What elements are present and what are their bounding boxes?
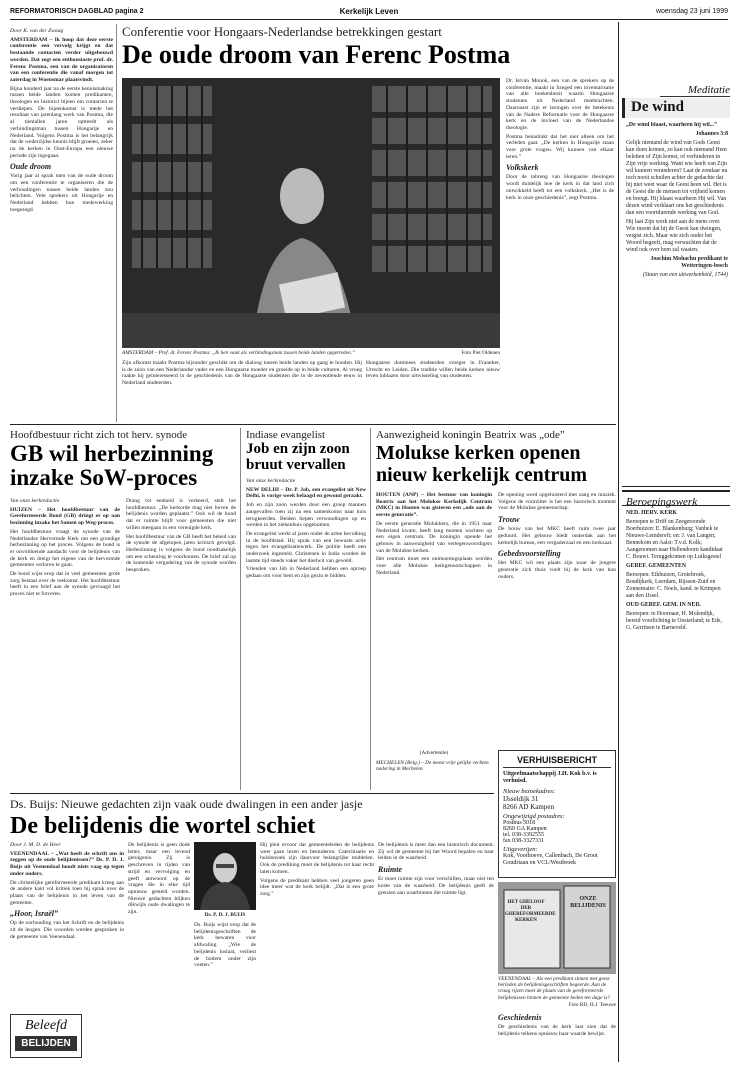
wortel-body-col3 [194, 922, 256, 1042]
ad-postbox: Postbus 5018 [503, 820, 536, 826]
molukse-lead: HOUTEN (ANP) – Het bestuur van koningin Beatrix aan het Molukse Kerkelijk Centrum (MKC) in Houten was gisteren een „ode aan de eerste generatie”. [376, 492, 492, 519]
ad-label-visit: Nieuw bezoekadres: [503, 788, 556, 795]
ad-label-post: Ongewijzigd postadres: [503, 813, 565, 820]
sow-body-col1 [10, 498, 120, 790]
wortel-body-col6 [498, 1010, 616, 1062]
molukse-subhead: Trouw [498, 515, 520, 525]
verhuisbericht-ad [498, 750, 616, 878]
wortel-filler-6: Volgens de predikant hebben veel jongeren geen idee meer wat de kerk belijdt. „Dat is een grote zorg.” [260, 877, 374, 897]
ad-label: (Advertentie) [419, 750, 449, 756]
wortel-filler-8: Er moet ruimte zijn voor verschillen, maar niet ten koste van de waarheid. De belijdenis geeft de grenzen aan waarbinnen die ruimte ligt. [378, 876, 494, 896]
logo-line-2: BELIJDEN [15, 1036, 77, 1051]
molukse-filler: De eerste generatie Molukkers, die in 1951 naar Nederland kwam, heeft lang moeten wachten op een eigen centrum. De koningin opende het gebouw in aanwezigheid van vertegenwoordigers van de Molukse kerken. [376, 520, 492, 554]
evangelist-kicker: Indiase evangelist [246, 429, 326, 441]
postma-kicker: Conferentie voor Hongaars-Nederlandse betrekkingen gestart [122, 24, 442, 39]
ad-company: Uitgeefmaatschappij J.H. Kok b.v. is verhuisd. [503, 771, 597, 784]
postma-filler-5: Dr. István Monok, een van de sprekers op de conferentie, maakt in Szeged een inventarisatie van alle boekenbezit waarin Hongaarse studenten uit Nederland meebrachten. Daarnaast zijn er lezingen over de betekenis van de Nadere Reformatie voor de Hongaarse kerk en de invloed van de Nederlandse theologie. [506, 78, 614, 131]
sow-filler: Het hoofdbestuur vraagt de synode van de Nederlandse Hervormde Kerk om een grondige herbezinning op het proces. Volgens de bond is er onvoldoende aandacht voor de belijdenis van de kerk en dreigt het eigene van de hervormde gemeenten verloren te gaan. [10, 528, 120, 569]
ad-publishers: Kok, Voorhoeve, Callenbach, De Groot Goudriaan en VCL/Westbroek [503, 853, 598, 866]
wortel-filler-4: Ds. Buijs wijst erop dat de belijdenisgeschriften de kerk bewaren voor afdwaling. „Wie de belijdenis loslaat, verliest de bodem onder zijn voeten.” [194, 922, 256, 969]
wortel-kicker: Ds. Buijs: Nieuwe gedachten zijn vaak oude dwalingen in een ander jasje [10, 797, 363, 811]
beroepingswerk-title: Beroepingswerk [626, 496, 698, 508]
meditatie-title-bar [622, 98, 730, 118]
divider [10, 424, 616, 425]
meditatie-text: Gelijk niemand de wind van Gods Geest kan doen komen, zo kan ook niemand Hem beletten of Zijn komst, of verhinderen in Zijn vrije werking. Want wie heeft van Zijn wil kunnen veranderen? Laat de zondaar nu toch nooit schuilen achter de gedachte dat hij niet weet waar de Geest heen wil. Het is de Geest die de mensen tot vrijheid komen en brengt. Hij blaast waarheen Hij wil. Van dezen wind verklaart ons het geschiedenis dan een voortdurende werking van God. [626, 140, 728, 216]
buijs-portrait [194, 842, 256, 910]
sow-body-col2 [126, 498, 236, 790]
beroep-text-oudgeref: Beroepen: te Hoornaar, H. Molendijk, bereid voorlichting te Oosterland; te Ede, G. Gerritsen te Barneveld. [626, 611, 722, 631]
divider [622, 486, 730, 487]
molukse-filler-4: De bouw van het MKC heeft ruim twee jaar geduurd. Het gebouw biedt onderdak aan het kerkelijk bureau, een vergaderzaal en een kerkzaal. [498, 526, 616, 546]
masthead-left: REFORMATORISCH DAGBLAD pagina 2 [10, 8, 144, 15]
sow-lead: HUIZEN – Het hoofdbestuur van de Gereformeerde Bond (GB) dringt er op aan bezinning inzake het Samen op Weg-proces. [10, 506, 120, 527]
bookshelf-portrait-image [122, 78, 500, 348]
divider [116, 24, 117, 422]
postma-subhead-2: Volkskerk [506, 163, 539, 173]
sow-kicker: Hoofdbestuur richt zich tot herv. synode [10, 429, 188, 441]
masthead-date: woensdag 23 juni 1999 [655, 8, 728, 15]
ad-address-city: 8266 AD Kampen [503, 803, 554, 811]
beroep-section-oudgeref: OUD GEREF. GEM. IN NED. [626, 602, 701, 608]
postma-filler-6: Postma benadrukt dat het niet alleen om het verleden gaat. „De kerken in Hongarije staan voor grote vragen. Wij kunnen van elkaar leren.” [506, 133, 614, 160]
beroep-text-herv: Beroepen te Driff en Zeegeroonde Boerhuizen: E. Blankenburg; Vanhek te Nieuwe-Lemdereft; en: J. van Langen; Bennekom en Aalst: T.v.d. Kolk; Aangenomen naar Hellendoorn kandidaat C. Bouwt. Teruggekomen op Luiksgestel [626, 519, 723, 560]
postma-filler-2: Vorig jaar al sprak men van de oude droom om een conferentie te organiseren die de verhoudingen tussen beide landen zou belichten. Vele sprekers uit Hongarije en Nederland hebben hun medewerking toegezegd. [10, 173, 113, 213]
wortel-filler-7: De belijdenis is meer dan een historisch document. Zij wil de gemeente bij het Woord bepalen en haar leiden in de waarheid. [378, 842, 494, 862]
postma-body-col1 [10, 28, 113, 420]
ad-label-publishers: Uitgeverijen: [503, 846, 538, 853]
evangelist-body [246, 478, 366, 790]
masthead [10, 6, 728, 20]
postma-subhead: Oude droom [10, 162, 52, 172]
book-title-1: HET GHELOOF DER GHEREFORMEERDE KERKEN [505, 900, 556, 923]
evangelist-filler-3: Vrienden van Job in Nederland hebben een oproep gedaan om voor hem en zijn gezin te bidden. [246, 566, 366, 580]
wortel-lead: VEENENDAAL – „Wat heeft de schrift ons in zeggen op de oude belijdenissen?” Ds. P. D. J. Buijs uit Veenendaal houdt niets vaag op tegen onder ouders. [10, 850, 124, 877]
wortel-filler-3: De belijdenis is geen dode letter, maar een levend getuigenis. Zij is geschreven in tijden van strijd en vervolging en geeft antwoord op de vragen die in elke tijd opnieuw gesteld worden. Nieuwe gedachten blijken dikwijls oude dwalingen te zijn. [128, 842, 190, 916]
portrait-caption: Ds. P. D. J. BUIJS [204, 912, 246, 918]
postma-lead: AMSTERDAM – Ik hoop dat deze eerste conferentie een vervolg krijgt en dat bestaande contacten verder uitgebouwd worden. Dat zegt een enthousiaste prof. dr. Ferenc Postma, een van de organisatoren van een conferentie die vanaf morgen tot zaterdag in Woensmar plaatsvindt. [10, 36, 113, 83]
sow-byline: Van onze kerkredactie [10, 498, 60, 504]
postma-body-col-right [506, 78, 614, 420]
wortel-body-col4 [260, 842, 374, 1042]
meditatie-tab: Meditatie [660, 84, 730, 97]
beroepingswerk-header [622, 490, 730, 506]
sow-filler-2: De bond wijst erop dat in veel gemeenten grote zorg bestaat over de toekomst. Het hoofdbestuur heeft in een brief aan de synode gevraagd het proces niet te forceren. [10, 571, 120, 598]
beroep-section-herv: NED. HERV. KERK [626, 510, 677, 516]
postma-photo [122, 78, 500, 348]
evangelist-headline: Job en zijn zoon bruut vervallen [246, 441, 350, 473]
divider [10, 793, 494, 794]
meditatie-quote: „De wind blaast, waarheen hij wil...” [626, 122, 717, 128]
wortel-filler-2: Op de oorbouding van het Schrift en de belijdenis zit de leugen. Die woorden werden gesproken in de gemeente van Veenendaal. [10, 920, 124, 940]
molukse-body-col1 [376, 492, 492, 747]
molukse-subhead-2: Gebedsvoorstelling [498, 549, 561, 559]
meditatie-body [626, 122, 728, 482]
molukse-kicker: Aanwezigheid koningin Beatrix was „ode” [376, 429, 565, 441]
postma-photo-credit: Foto Piet Oldenen [461, 350, 500, 356]
molukse-filler-3: De opening werd opgeluisterd met zang en muziek. Volgens de voorzitter is het een historisch moment voor de Molukse gemeenschap. [498, 492, 616, 512]
meditatie-title: De wind [631, 99, 684, 115]
evangelist-lead: NEW DELHI – Dr. P. Job, een evangelist uit New Delhi, is vorige week belaagd en gewond geraakt. [246, 486, 366, 500]
divider [370, 428, 371, 790]
molukse-headline: Molukse kerken openen nieuw kerkelijk centrum [376, 442, 588, 486]
divider [240, 428, 241, 790]
ad-address-street: IJsseldijk 31 [503, 795, 539, 803]
book-title-2: ONZE BELIJDENIS [570, 896, 606, 909]
wortel-filler-9: De geschiedenis van de kerk laat zien dat de belijdenis telkens opnieuw haar waarde bewijst. [498, 1024, 616, 1037]
evangelist-byline: Van onze kerkredactie [246, 478, 296, 484]
wortel-subhead-2: Ruimte [378, 865, 403, 875]
molukse-caption: MECHELEN (Belg.) – De meest vrije gelijke vechten nadering in Mechelen. [376, 760, 489, 773]
wortel-filler-5: Hij pleit ervoor dat gemeenteleden de belijdenis weer gaan lezen en bestuderen. Catechisatie en huisbezoek zijn daarvoor belangrijke middelen. Ook de prediking moet de belijdenis tot haar recht laten komen. [260, 842, 374, 875]
evangelist-filler: Job en zijn zoon werden door een groep mannen aangevallen toen zij na een samenkomst naar huis terugkeerden. Beiden liepen verwondingen op en werden in het ziekenhuis opgenomen. [246, 502, 366, 529]
postma-body-bottom [122, 360, 362, 420]
postma-byline: Door K. van der Zwaag [10, 28, 64, 34]
evangelist-filler-2: De evangelist werkt al jaren onder de arme bevolking in de hoofdstad. Hij sprak van een bewuste actie tegen het evangelisatiewerk. De politie heeft een onderzoek ingesteld. Christenen in India worden de laatste tijd steeds vaker het doelwit van geweld. [246, 530, 366, 564]
wortel-caption: VEENENDAAL – Als een predikant sinnen met geest herleden de belijdenisgeschriften begeerde. Aan de vraag rijzen moet de plaats van de gereformeerde belijdenissen binnen de gemeente heden ten dage is? [498, 976, 610, 1001]
meditatie-source: (Staan van een uitwerkenheid, 1744) [642, 272, 728, 278]
ad-fax: fax 038-3327331 [503, 838, 545, 844]
logo-line-1: Beleefd [25, 1018, 67, 1033]
wortel-body-col1 [10, 842, 124, 1010]
beroep-text-gergem: Beroepen: Eikhuizen, Grotebroek, Boudijkerk, Leerdam, Rijssen-Zuid en Zonnemaire: C. Noels, kand. te Krimpen aan den IJssel. [626, 572, 721, 599]
wortel-subhead: „Hoor, Israël” [10, 909, 59, 919]
ad-phone: tel. 038-3392555 [503, 832, 544, 838]
postma-filler-3: Zijn afkomst maakt Postma bijzonder geschikt om de dialoog tussen beide landen op gang te houden. Hij is de zoon van een Nederlandse vader en een Hongaarse moeder en groeide op in beide culturen. Al vroeg raakte hij geïnteresseerd in de geschiedenis van de Hongaarse studenten die in de zeventiende eeuw in Nederland studeerden. [122, 360, 362, 387]
divider [618, 22, 619, 1062]
wortel-body-col2 [128, 842, 190, 1042]
postma-filler-7: Door de inbreng van Hongaarse theologen wordt duidelijk hoe de kerk in dat land zich ontwikkeld heeft tot een volkskerk. „Het is de kerk in onze geschiedenis”, zegt Postma. [506, 174, 614, 201]
meditatie-author: Joachim Mohachu predikant te Wetteringen-bosch [650, 256, 728, 269]
postma-filler: Bijna honderd jaar na de eerste kennismaking tussen beide landen komen predikanten, theologen en historici bijeen om contacten te verdiepen. De bijeenkomst is mede het resultaat van jarenlang werk van Postma, die al tientallen jaren optreedt als verbindingsman tussen Hongarije en Nederland. Volgens Postma is het belangrijk dat de wederzijdse kennis blijft groeien, zeker nu de kerken in Oost-Europa een nieuwe periode zijn ingegaan. [10, 85, 113, 159]
postma-headline: De oude droom van Ferenc Postma [122, 40, 511, 69]
molukse-filler-2: Het centrum moet een ontmoetingsplaats worden voor alle Molukse kerkgenootschappen in Nederland. [376, 556, 492, 576]
section-title: Kerkelijk Leven [339, 7, 399, 16]
sow-filler-3: Drang tot eenheid is verkeerd, stelt het hoofdbestuur. „De kerkorde mag niet boven de belijdenis worden geplaatst.” Ook wil de bond dat er ruimte blijft voor gemeenten die niet willen meegaan in een verenigde kerk. [126, 498, 236, 531]
wortel-filler: De christelijke gereformeerde predikant kreeg aan de andere kant vol kritiek toen hij sprak over de plaats van de belijdenis in het leven van de gemeente. [10, 879, 124, 906]
wortel-byline: Door J. M. D. de Heer [10, 842, 61, 848]
postma-filler-4: Hongaarse dominees studeerden vroeger in Franeker, Utrecht en Leiden. Die traditie willen beide kerken nieuw leven inblazen door uitwisseling van studenten. [366, 360, 500, 380]
molukse-filler-5: Het MKC wil een plaats zijn waar de jongere generatie zich thuis voelt bij de kerk van hun ouders. [498, 560, 616, 580]
molukse-body-col2 [498, 492, 616, 747]
meditatie-reference: Johannes 3:8 [695, 131, 728, 137]
wortel-photo-credit: Foto RD, H.J. Teeuwe [568, 1002, 616, 1008]
beroepingswerk-body [626, 510, 728, 810]
wortel-subhead-3: Geschiedenis [498, 1013, 542, 1022]
wortel-body-col5 [378, 842, 494, 1042]
wortel-headline: De belijdenis die wortel schiet [10, 813, 316, 839]
ad-postcode: 8260 GA Kampen [503, 826, 547, 832]
meditatie-filler: Hij laat Zijn werk niet aan de mens over. Wie meent dat hij de Geest kan dwingen, vergist zich. Maar wie zich onder het Woord begeeft, mag verwachten dat de wind ook over hem zal waaien. [626, 219, 722, 253]
sow-headline: GB wil herbezinning inzake SoW-proces [10, 441, 214, 490]
postma-body-bottom-2 [366, 360, 500, 420]
beroep-section-gergem: GEREF. GEMEENTEN [626, 563, 687, 569]
beleefd-belijden-logo [10, 1014, 82, 1058]
ad-title: VERHUISBERICHT [503, 755, 611, 768]
sow-filler-4: Het hoofdbestuur van de GB heeft het beleid van de synode de afgelopen jaren kritisch gevolgd. Herbezinning is volgens de bond noodzakelijk om een scheuring te voorkomen. De brief zal op de komende vergadering van de synode worden besproken. [126, 533, 236, 574]
portrait-image [194, 842, 256, 910]
postma-caption: AMSTERDAM – Prof. dr. Ferenc Postma: „Ik ben vaak als verbindingsman tussen beide landen opgetreden.” [122, 350, 355, 356]
